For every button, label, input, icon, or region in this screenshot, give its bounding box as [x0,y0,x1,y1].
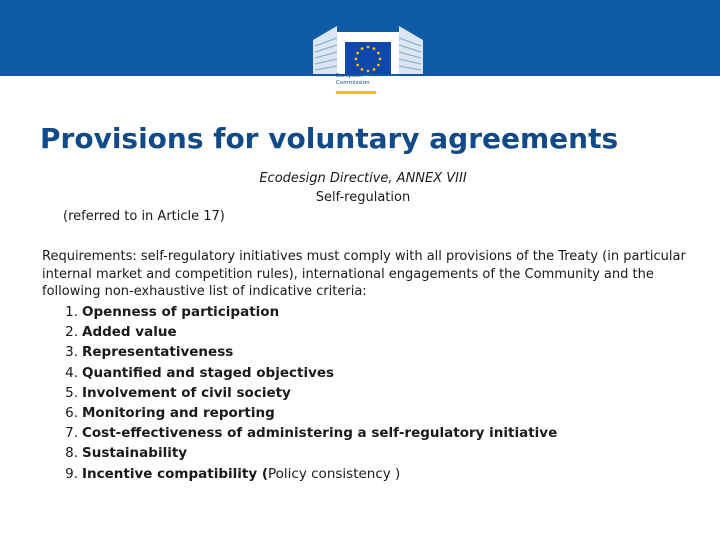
requirements-paragraph: Requirements: self-regulatory initiatives must comply with all provisions of the Treaty (in particular internal market and competition rules), international engagements of the Community and the following non-exhaustive list of indicative criteria: [42,249,686,299]
section-line: Self-regulation [315,190,411,205]
item-number: 2. [65,324,78,341]
source-line: Ecodesign Directive, ANNEX VIII [259,171,467,186]
item-text: Openness of participation [82,304,280,320]
item-number: 4. [65,364,78,381]
item-number: 8. [65,445,78,462]
list-item [42,464,557,484]
item-text: Added value [82,324,177,341]
logo-line-1: European [336,73,363,79]
list-item [42,443,557,463]
item-text: Cost-effectiveness of administering a self-regulatory initiative [82,425,558,442]
item-text [82,464,400,484]
item-number: 9. [65,465,78,482]
list-item [42,342,557,362]
list-item [42,403,557,423]
item-number: 5. [65,384,78,401]
page-title: Provisions for voluntary agreements [40,122,619,155]
item-text-tail: Policy consistency ) [268,465,401,482]
logo-underline [336,91,376,94]
item-text: Involvement of civil society [82,384,291,401]
item-text: Representativeness [82,344,234,361]
item-text: Monitoring and reporting [82,405,275,422]
logo-caption [336,73,386,93]
item-number: 1. [65,304,78,320]
item-number: 3. [65,344,78,361]
list-item [42,383,557,403]
item-number: 7. [65,425,78,442]
item-number: 6. [65,405,78,422]
logo-line-2: Commission [336,80,370,86]
article-reference: (referred to in Article 17) [63,209,225,224]
item-text-bold: Incentive compatibility ( [82,465,269,482]
list-item [42,322,557,342]
item-text: Sustainability [82,445,188,462]
list-item [42,302,557,322]
criteria-list [42,302,557,484]
list-item [42,423,557,443]
item-text: Quantified and staged objectives [82,364,335,381]
list-item [42,363,557,383]
